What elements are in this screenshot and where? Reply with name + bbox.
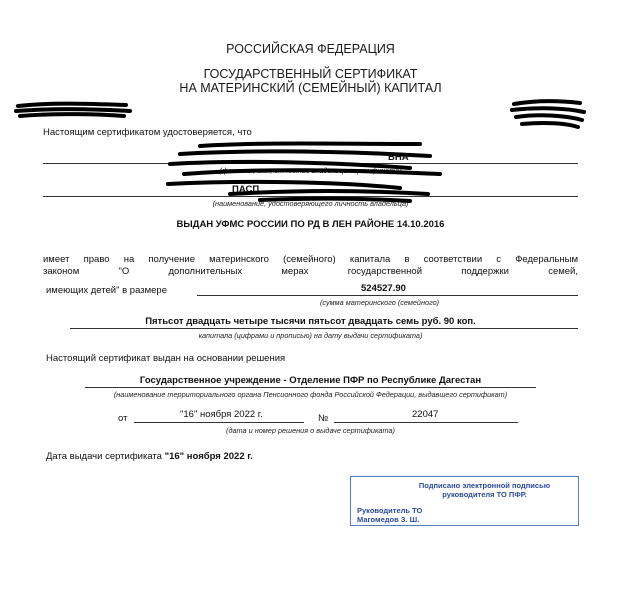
holder-name-fragment: ВНА — [388, 152, 409, 163]
paragraph-word: (семейного) — [283, 254, 336, 265]
paragraph-word: в — [404, 254, 410, 265]
decision-number: 22047 — [412, 409, 439, 420]
paragraph-word: Федеральным — [515, 254, 578, 265]
redaction-scribble-left — [14, 100, 134, 122]
issue-date-label: Дата выдачи сертификата — [46, 451, 162, 462]
paragraph-word: "О — [118, 266, 130, 277]
amount-rule — [197, 295, 578, 296]
paragraph-word: мерах — [281, 266, 309, 277]
decision-basis-text: Настоящий сертификат выдан на основании решения — [46, 353, 286, 364]
rights-paragraph-line3: имеющих детей" в размере — [46, 285, 167, 296]
paragraph-word: государственной — [347, 266, 423, 277]
paragraph-word: получение — [148, 254, 195, 265]
electronic-signature-stamp — [350, 476, 579, 526]
certificate-title-line2: НА МАТЕРИНСКИЙ (СЕМЕЙНЫЙ) КАПИТАЛ — [179, 81, 442, 95]
redaction-scribble-holder — [160, 138, 450, 206]
paragraph-word: дополнительных — [168, 266, 243, 277]
redaction-scribble-right — [508, 98, 588, 132]
decision-date: "16" ноября 2022 г. — [180, 409, 263, 420]
decision-body: Государственное учреждение - Отделение ПФР по Республике Дагестан — [139, 375, 482, 386]
rights-paragraph-line1 — [43, 254, 578, 265]
issue-date-value: "16" ноября 2022 г. — [164, 451, 253, 462]
signature-line2: руководителя ТО ПФР. — [442, 490, 527, 499]
certify-text: Настоящим сертификатом удостоверяется, что — [43, 127, 252, 138]
amount-words-rule — [70, 328, 578, 329]
certificate-title-line1: ГОСУДАРСТВЕННЫЙ СЕРТИФИКАТ — [203, 67, 418, 81]
decision-number-rule — [334, 422, 518, 423]
passport-caption: (наименование, удостоверяющего личность владельца) — [212, 199, 409, 208]
decision-from-label: от — [118, 413, 128, 424]
passport-issued-line: ВЫДАН УФМС РОССИИ ПО РД В ЛЕН РАЙОНЕ 14.10.2016 — [176, 219, 445, 230]
signature-line1: Подписано электронной подписью — [418, 481, 551, 490]
paragraph-word: на — [123, 254, 135, 265]
paragraph-word: соответствии — [423, 254, 483, 265]
paragraph-word: законом — [43, 266, 80, 277]
paragraph-word: капитала — [349, 254, 391, 265]
decision-date-caption: (дата и номер решения о выдаче сертификата) — [226, 426, 395, 435]
issue-date-line — [46, 451, 253, 462]
decision-body-rule — [85, 387, 536, 388]
decision-body-caption: (наименование территориального органа Пенсионного фонда Российской Федерации, выдавшего сертификат) — [113, 390, 508, 399]
paragraph-word: семей, — [548, 266, 578, 277]
amount-in-words: Пятьсот двадцать четыре тысячи пятьсот двадцать семь руб. 90 коп. — [145, 316, 476, 327]
amount-value: 524527.90 — [361, 283, 406, 294]
paragraph-word: поддержки — [461, 266, 509, 277]
paragraph-word: материнского — [209, 254, 269, 265]
decision-date-rule — [134, 422, 304, 423]
country-heading: РОССИЙСКАЯ ФЕДЕРАЦИЯ — [226, 42, 395, 56]
paragraph-word: право — [83, 254, 110, 265]
signature-head-title: Руководитель ТО — [357, 506, 423, 515]
holder-name-caption: (фамилия, имя, отчество владельца сертификата) — [219, 166, 402, 175]
amount-caption: (сумма материнского (семейного) — [320, 298, 440, 307]
paragraph-word: с — [496, 254, 502, 265]
paragraph-word: имеет — [43, 254, 70, 265]
signature-head-name: Магомедов З. Ш. — [357, 515, 420, 524]
passport-fragment: ПАСП — [232, 184, 260, 195]
decision-number-label: № — [318, 413, 329, 424]
amount-words-caption: капитала (цифрами и прописью) на дату выдачи сертификата) — [198, 331, 423, 340]
rights-paragraph-line2 — [43, 266, 578, 277]
